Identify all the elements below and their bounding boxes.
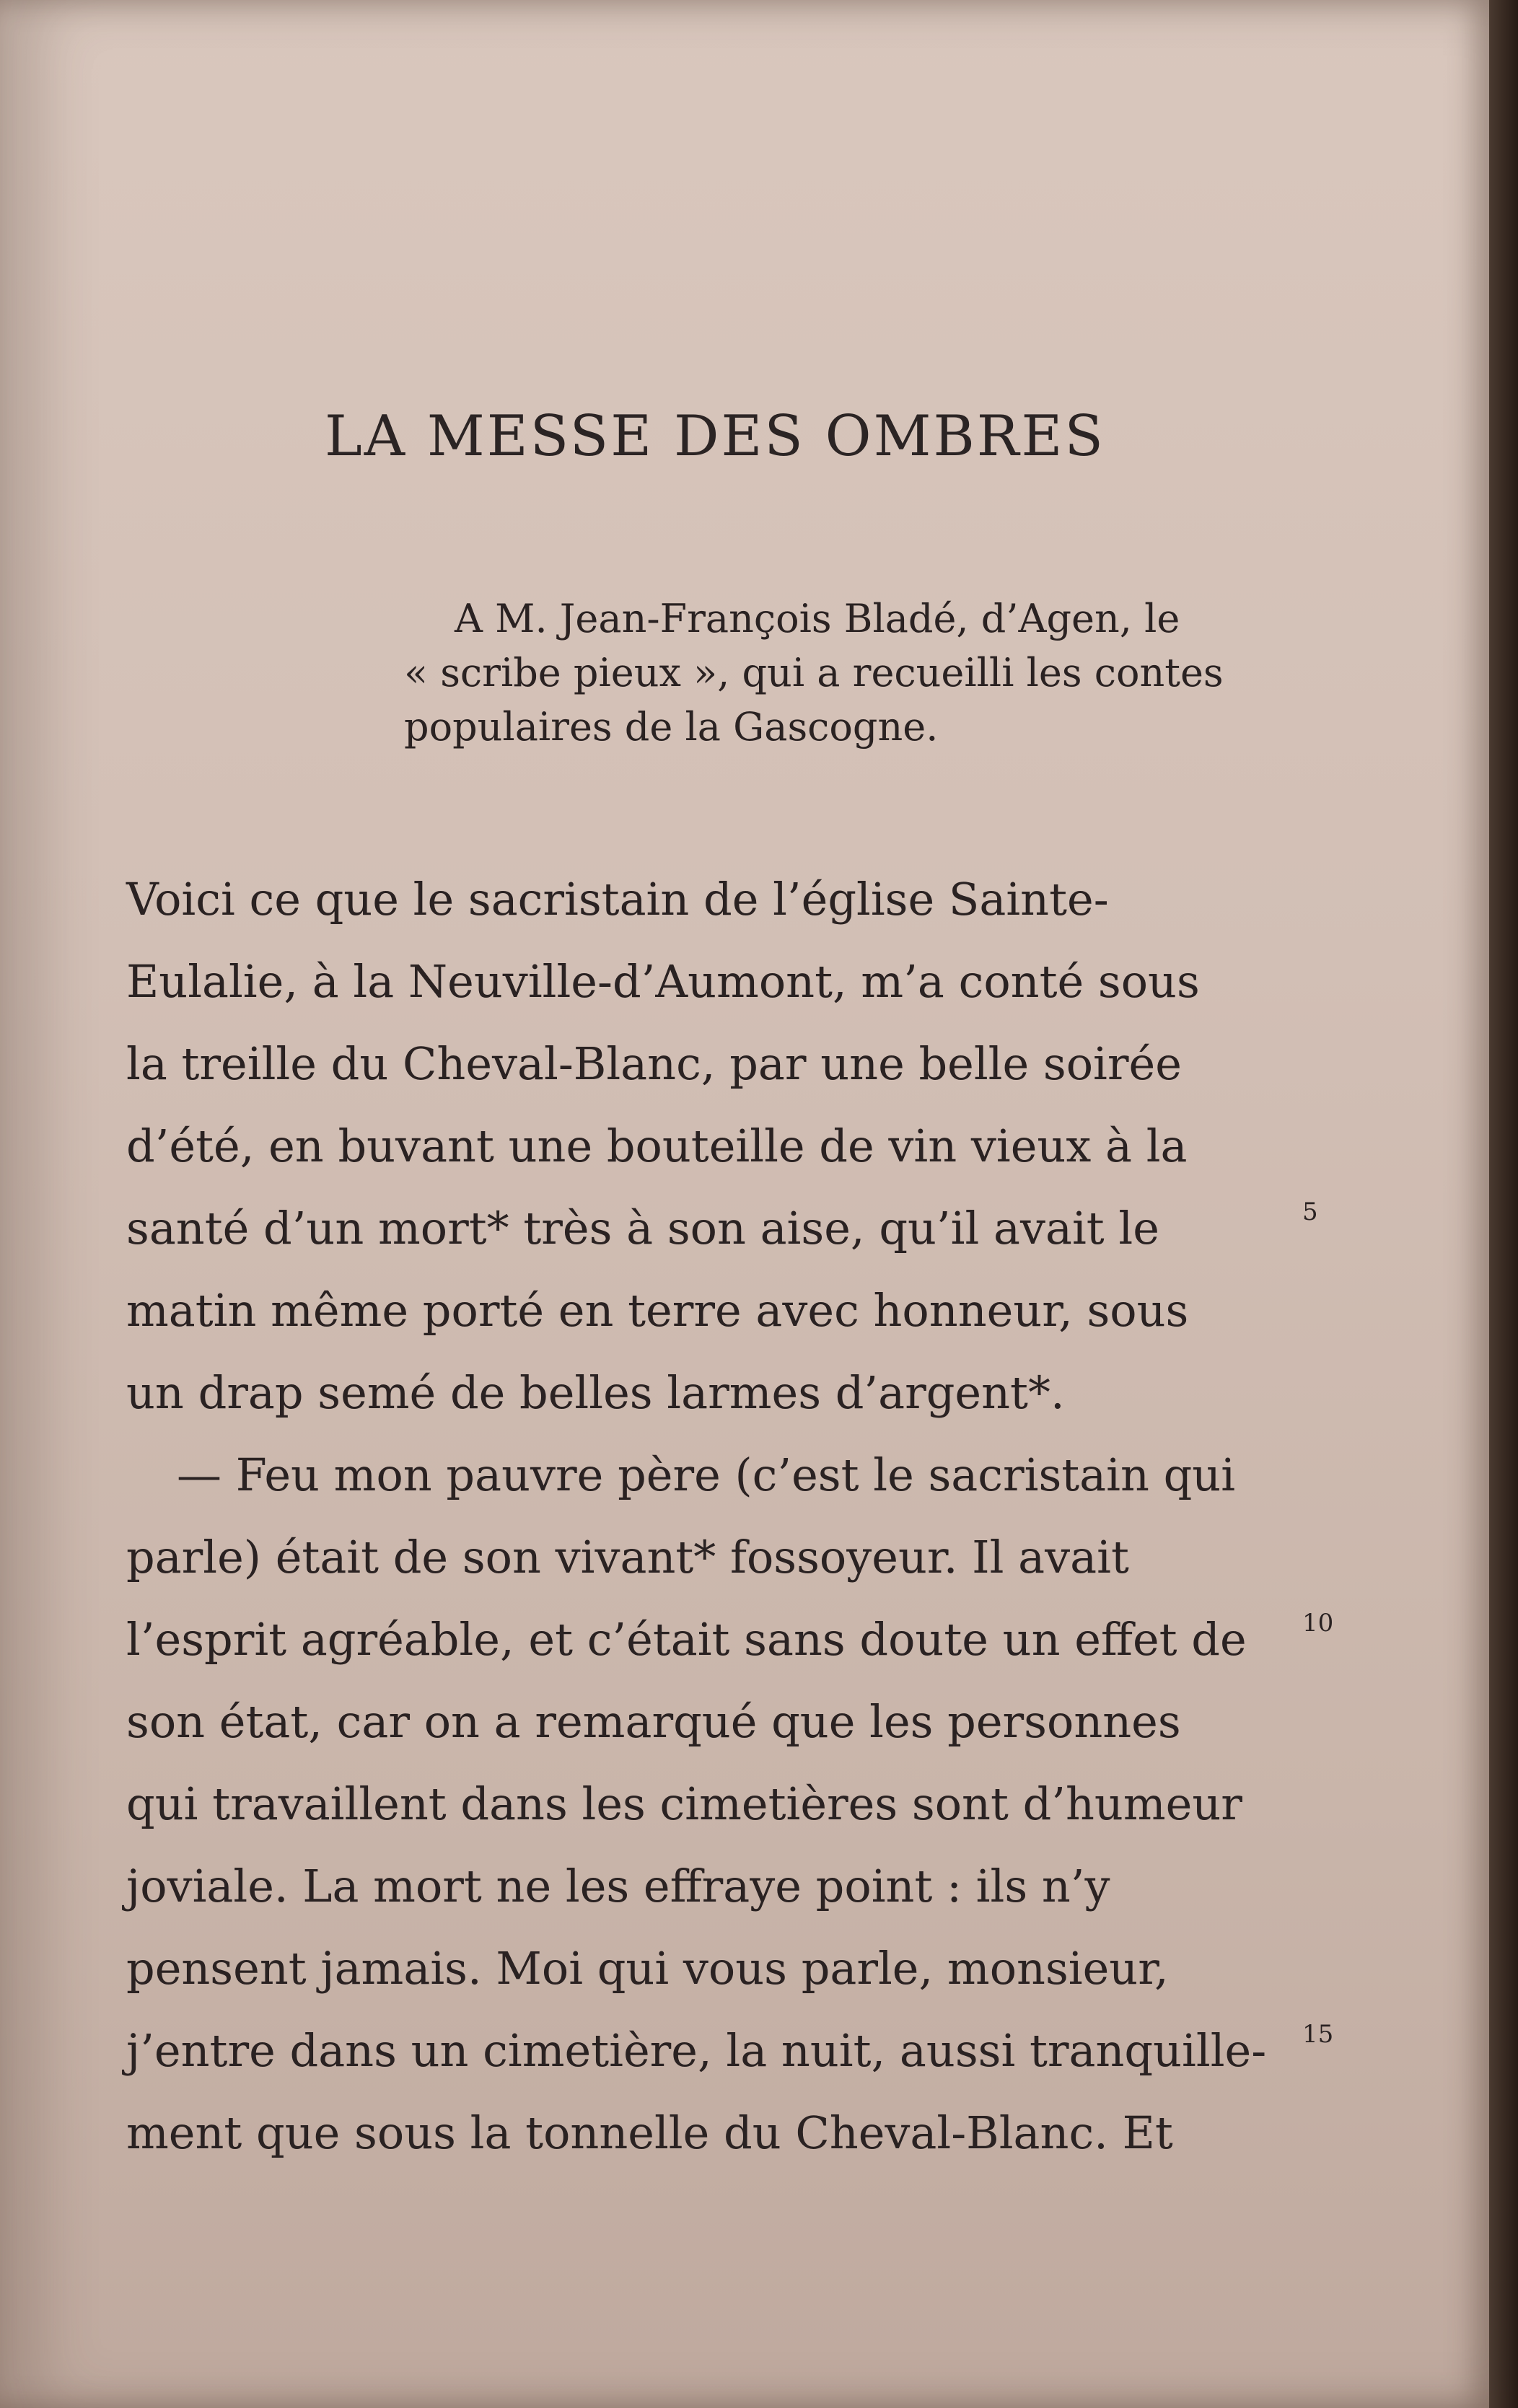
text-line: matin même porté en terre avec honneur, sous <box>126 1284 1189 1337</box>
text-line: pensent jamais. Moi qui vous parle, monsieur, <box>126 1942 1169 1995</box>
text-line: Voici ce que le sacristain de l’église Sainte- <box>126 873 1109 926</box>
text-line: joviale. La mort ne les effraye point : ils n’y <box>126 1860 1110 1912</box>
body-text <box>126 858 1295 2174</box>
text-line: — Feu mon pauvre père (c’est le sacristain qui <box>177 1449 1236 1501</box>
text-line: l’esprit agréable, et c’était sans doute un effet de <box>126 1613 1247 1666</box>
text-line: qui travaillent dans les cimetières sont d’humeur <box>126 1778 1242 1830</box>
book-cover-edge <box>1489 0 1518 2408</box>
text-line: ment que sous la tonnelle du Cheval-Blanc. Et <box>126 2106 1173 2159</box>
text-line: d’été, en buvant une bouteille de vin vieux à la <box>126 1120 1188 1172</box>
text-line: la treille du Cheval-Blanc, par une belle soirée <box>126 1037 1182 1090</box>
dedication-line: populaires de la Gascogne. <box>404 704 939 750</box>
line-number-15: 15 <box>1302 2020 1334 2049</box>
text-line: j’entre dans un cimetière, la nuit, aussi tranquille- <box>126 2024 1267 2077</box>
text-line: son état, car on a remarqué que les personnes <box>126 1695 1181 1748</box>
dedication <box>404 592 1284 754</box>
line-number-10: 10 <box>1302 1609 1334 1638</box>
dedication-line: « scribe pieux », qui a recueilli les contes <box>404 650 1224 695</box>
text-line: Eulalie, à la Neuville-d’Aumont, m’a conté sous <box>126 955 1200 1008</box>
line-number-5: 5 <box>1302 1198 1318 1226</box>
text-line: santé d’un mort* très à son aise, qu’il avait le <box>126 1202 1159 1254</box>
chapter-title: LA MESSE DES OMBRES <box>325 404 1105 469</box>
text-line: parle) était de son vivant* fossoyeur. Il avait <box>126 1531 1129 1583</box>
text-line: un drap semé de belles larmes d’argent*. <box>126 1366 1065 1419</box>
dedication-line: A M. Jean-François Bladé, d’Agen, le <box>455 596 1180 641</box>
